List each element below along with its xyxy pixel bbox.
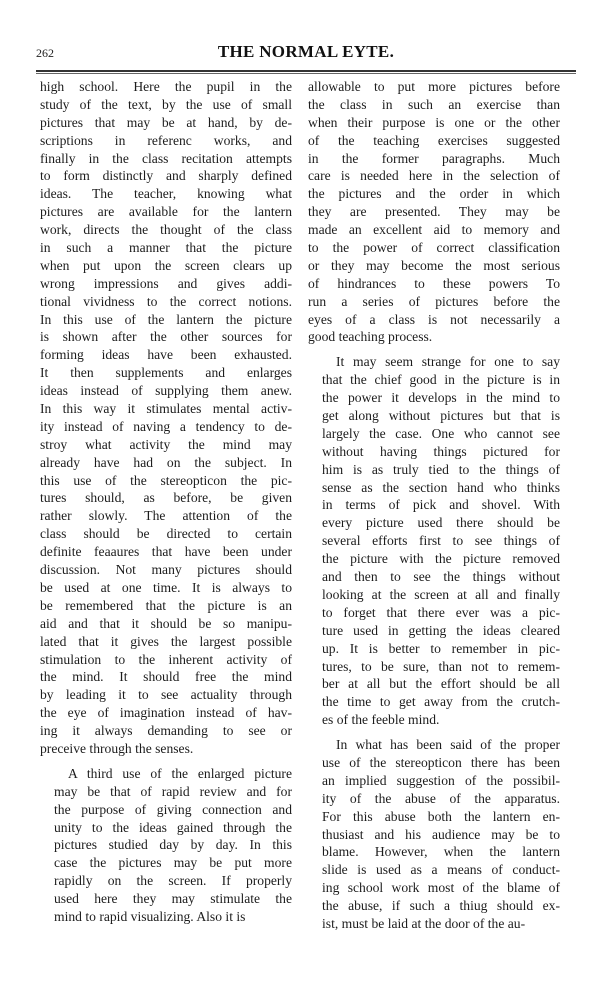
text-line: stimulation to the inherent activity of xyxy=(40,651,292,667)
text-line: good teaching process. xyxy=(308,329,433,345)
text-line: es of the feeble mind. xyxy=(322,712,440,728)
text-line: finally in the class recitation attempts xyxy=(40,150,292,166)
text-line: when put upon the screen clears up xyxy=(40,257,292,273)
text-line: they are presented. They may be xyxy=(308,204,560,220)
text-line: in such a manner that the picture xyxy=(40,240,292,256)
text-line: In this way it stimulates mental activ- xyxy=(40,401,292,417)
text-line: high school. Here the pupil in the xyxy=(40,79,292,94)
text-line: definite feaaures that have been under xyxy=(40,544,292,560)
text-line: be used at one time. It is always to xyxy=(40,579,292,595)
text-line: preceive through the senses. xyxy=(40,740,194,756)
text-line: It may seem strange for one to say xyxy=(336,354,560,370)
text-line: to forget that there ever was a pic- xyxy=(322,604,560,620)
text-line: already have had on the subject. In xyxy=(40,454,292,470)
text-line: of hindrances to these powers To xyxy=(308,275,560,291)
text-line: tional vividness to the correct notions. xyxy=(40,293,292,309)
page-number: 262 xyxy=(36,46,54,60)
text-line: tures should, as before, be given xyxy=(40,490,292,506)
text-line: eyes of a class is not necessarily a xyxy=(308,311,560,327)
text-line: by leading it to see actuality through xyxy=(40,687,292,703)
text-line: slide is used as a means of conduct- xyxy=(322,862,560,878)
text-line: the picture with the picture removed xyxy=(322,551,560,567)
text-line: work, directs the thought of the class xyxy=(40,222,292,238)
text-line: is shown after the other sources for xyxy=(40,329,292,345)
text-line: ity instead of naving a tendency to de- xyxy=(40,418,292,434)
page-header xyxy=(36,40,576,66)
header-rule xyxy=(36,70,576,74)
running-title: THE NORMAL EYTE. xyxy=(217,42,395,61)
text-line: every picture used there should be xyxy=(322,515,560,531)
text-line: up. It is better to remember in pic- xyxy=(322,640,560,656)
text-line: sense as the section hand who thinks xyxy=(322,479,560,495)
text-line: tures, to be sure, than not to remem- xyxy=(322,658,560,674)
text-line: the abuse, if such a thiug should ex- xyxy=(322,898,560,914)
text-line: that the chief good in the picture is in xyxy=(322,372,560,388)
text-line: the power it develops in the mind to xyxy=(322,390,560,406)
text-line: study of the text, by the use of small xyxy=(40,96,292,112)
text-line: case the pictures may be put more xyxy=(54,855,292,871)
text-line: to the power of correct classification xyxy=(308,240,560,256)
text-line: ideas instead of supplying them anew. xyxy=(40,383,292,399)
text-line: ber at all but the effort should be all xyxy=(322,676,560,692)
text-line: ing it always demanding to see or xyxy=(40,723,292,739)
text-line: this use of the stereopticon the pic- xyxy=(40,472,292,488)
text-line: pictures studied day by day. In this xyxy=(54,837,292,853)
paragraph xyxy=(308,353,560,729)
text-line: the eye of imagination instead of hav- xyxy=(40,705,292,721)
paragraph xyxy=(308,78,560,346)
text-line: pictures are available for the lantern xyxy=(40,204,292,220)
text-line: use of the stereopticon there has been xyxy=(322,754,560,770)
text-line: For this abuse both the lantern en- xyxy=(322,808,560,824)
text-line: get along without pictures but that is xyxy=(322,408,560,424)
text-line: an implied suggestion of the possibil- xyxy=(322,772,560,788)
text-line: A third use of the enlarged picture xyxy=(68,765,292,781)
text-line: allowable to put more pictures before xyxy=(308,79,560,94)
text-line: lated that it gives the largest possible xyxy=(40,633,292,649)
text-line: to form distinctly and sharply defined xyxy=(40,168,292,184)
text-line: be remembered that the picture is an xyxy=(40,597,292,613)
text-line: It then supplements and enlarges xyxy=(40,365,292,381)
text-line: or they may become the most serious xyxy=(308,257,560,273)
text-line: him is as truly tied to the things of xyxy=(322,461,560,477)
right-column xyxy=(308,78,560,940)
text-line: In this use of the lantern the picture xyxy=(40,311,292,327)
text-line: ity of the abuse of the apparatus. xyxy=(322,790,560,806)
text-line: when their purpose is one or the other xyxy=(308,114,560,130)
text-line: in the former paragraphs. Much xyxy=(308,150,560,166)
text-line: ist, must be laid at the door of the au- xyxy=(322,915,526,931)
text-line: pictures that may be at hand, by de- xyxy=(40,114,292,130)
text-line: ing school work most of the blame of xyxy=(322,880,560,896)
text-line: class should be directed to certain xyxy=(40,526,292,542)
text-line: the pictures and the order in which xyxy=(308,186,560,202)
text-line: care is needed here in the selection of xyxy=(308,168,560,184)
text-line: and then to see the things without xyxy=(322,569,560,585)
text-line: without having things pictured for xyxy=(322,443,560,459)
paragraph xyxy=(40,78,292,758)
text-line: discussion. Not many pictures should xyxy=(40,562,292,578)
left-column xyxy=(40,78,292,933)
text-line: made an excellent aid to memory and xyxy=(308,222,560,238)
text-line: aid and that it should be so manipu- xyxy=(40,615,292,631)
text-line: scriptions in referenc works, and xyxy=(40,132,292,148)
text-line: ideas. The teacher, knowing what xyxy=(40,186,292,202)
text-line: stroy what activity the mind may xyxy=(40,436,292,452)
text-line: the purpose of giving connection and xyxy=(54,801,292,817)
text-line: in terms of pick and shovel. With xyxy=(322,497,560,513)
text-line: may be that of rapid review and for xyxy=(54,783,292,799)
text-line: several efforts first to see things of xyxy=(322,533,560,549)
text-line: largely the case. One who cannot see xyxy=(322,425,560,441)
text-line: run a series of pictures before the xyxy=(308,293,560,309)
text-line: the time to get away from the crutch- xyxy=(322,694,560,710)
text-line: used here they may stimulate the xyxy=(54,891,292,907)
text-line: blame. However, when the lantern xyxy=(322,844,560,860)
text-line: unity to the ideas gained through the xyxy=(54,819,292,835)
text-line: rather slowly. The attention of the xyxy=(40,508,292,524)
text-line: thusiast and his audience may be to xyxy=(322,826,560,842)
paragraph xyxy=(308,736,560,933)
text-line: rapidly on the screen. If properly xyxy=(54,873,292,889)
text-line: In what has been said of the proper xyxy=(336,737,560,753)
text-line: of the teaching exercises suggested xyxy=(308,132,560,148)
text-line: wrong impressions and gives addi- xyxy=(40,275,292,291)
text-line: the class in such an exercise than xyxy=(308,96,560,112)
text-line: looking at the screen at all and finally xyxy=(322,586,560,602)
text-line: forming ideas have been exhausted. xyxy=(40,347,292,363)
paragraph xyxy=(40,765,292,926)
text-line: the mind. It should free the mind xyxy=(40,669,292,685)
text-line: mind to rapid visualizing. Also it is xyxy=(54,908,246,924)
text-line: ture used in getting the ideas cleared xyxy=(322,622,560,638)
